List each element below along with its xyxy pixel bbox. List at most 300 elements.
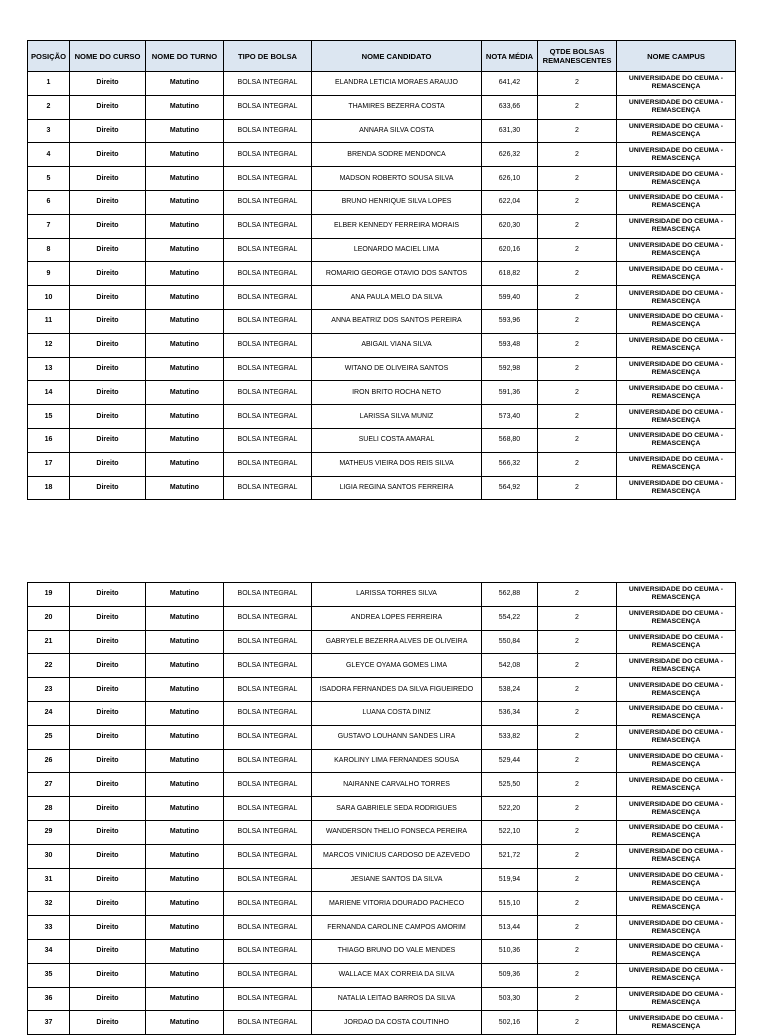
cell-nota: 626,32 bbox=[482, 143, 538, 167]
cell-campus: UNIVERSIDADE DO CEUMA - REMASCENÇA bbox=[617, 725, 736, 749]
cell-tipo-bolsa: BOLSA INTEGRAL bbox=[224, 987, 312, 1011]
cell-campus: UNIVERSIDADE DO CEUMA - REMASCENÇA bbox=[617, 583, 736, 607]
cell-turno: Matutino bbox=[146, 428, 224, 452]
header-tipo-bolsa: TIPO DE BOLSA bbox=[224, 41, 312, 72]
cell-qtde-bolsas: 2 bbox=[538, 916, 617, 940]
cell-candidato: NATALIA LEITAO BARROS DA SILVA bbox=[312, 987, 482, 1011]
cell-posicao: 27 bbox=[28, 773, 70, 797]
cell-tipo-bolsa: BOLSA INTEGRAL bbox=[224, 167, 312, 191]
cell-candidato: WITANO DE OLIVEIRA SANTOS bbox=[312, 357, 482, 381]
cell-turno: Matutino bbox=[146, 654, 224, 678]
cell-curso: Direito bbox=[70, 262, 146, 286]
cell-tipo-bolsa: BOLSA INTEGRAL bbox=[224, 583, 312, 607]
cell-curso: Direito bbox=[70, 583, 146, 607]
cell-campus: UNIVERSIDADE DO CEUMA - REMASCENÇA bbox=[617, 167, 736, 191]
cell-posicao: 21 bbox=[28, 630, 70, 654]
cell-turno: Matutino bbox=[146, 844, 224, 868]
cell-turno: Matutino bbox=[146, 95, 224, 119]
cell-tipo-bolsa: BOLSA INTEGRAL bbox=[224, 963, 312, 987]
table-row bbox=[28, 286, 736, 310]
cell-campus: UNIVERSIDADE DO CEUMA - REMASCENÇA bbox=[617, 428, 736, 452]
header-qtde-bolsas: QTDE BOLSAS REMANESCENTES bbox=[538, 41, 617, 72]
cell-tipo-bolsa: BOLSA INTEGRAL bbox=[224, 381, 312, 405]
table-row bbox=[28, 773, 736, 797]
cell-curso: Direito bbox=[70, 987, 146, 1011]
cell-qtde-bolsas: 2 bbox=[538, 452, 617, 476]
cell-nota: 631,30 bbox=[482, 119, 538, 143]
cell-posicao: 26 bbox=[28, 749, 70, 773]
cell-candidato: GLEYCE OYAMA GOMES LIMA bbox=[312, 654, 482, 678]
cell-posicao: 5 bbox=[28, 167, 70, 191]
cell-tipo-bolsa: BOLSA INTEGRAL bbox=[224, 72, 312, 96]
cell-curso: Direito bbox=[70, 678, 146, 702]
cell-posicao: 37 bbox=[28, 1011, 70, 1035]
cell-nota: 566,32 bbox=[482, 452, 538, 476]
cell-qtde-bolsas: 2 bbox=[538, 773, 617, 797]
cell-candidato: KAROLINY LIMA FERNANDES SOUSA bbox=[312, 749, 482, 773]
cell-candidato: LIGIA REGINA SANTOS FERREIRA bbox=[312, 476, 482, 500]
cell-qtde-bolsas: 2 bbox=[538, 630, 617, 654]
cell-turno: Matutino bbox=[146, 583, 224, 607]
cell-curso: Direito bbox=[70, 357, 146, 381]
cell-nota: 593,48 bbox=[482, 333, 538, 357]
cell-nota: 513,44 bbox=[482, 916, 538, 940]
cell-campus: UNIVERSIDADE DO CEUMA - REMASCENÇA bbox=[617, 844, 736, 868]
cell-campus: UNIVERSIDADE DO CEUMA - REMASCENÇA bbox=[617, 892, 736, 916]
cell-qtde-bolsas: 2 bbox=[538, 357, 617, 381]
cell-campus: UNIVERSIDADE DO CEUMA - REMASCENÇA bbox=[617, 868, 736, 892]
cell-nota: 633,66 bbox=[482, 95, 538, 119]
cell-turno: Matutino bbox=[146, 630, 224, 654]
cell-candidato: FERNANDA CAROLINE CAMPOS AMORIM bbox=[312, 916, 482, 940]
cell-campus: UNIVERSIDADE DO CEUMA - REMASCENÇA bbox=[617, 190, 736, 214]
table-row bbox=[28, 916, 736, 940]
cell-curso: Direito bbox=[70, 72, 146, 96]
table-row bbox=[28, 214, 736, 238]
cell-qtde-bolsas: 2 bbox=[538, 286, 617, 310]
cell-posicao: 30 bbox=[28, 844, 70, 868]
cell-qtde-bolsas: 2 bbox=[538, 214, 617, 238]
cell-curso: Direito bbox=[70, 286, 146, 310]
cell-posicao: 23 bbox=[28, 678, 70, 702]
cell-turno: Matutino bbox=[146, 309, 224, 333]
cell-candidato: LEONARDO MACIEL LIMA bbox=[312, 238, 482, 262]
cell-campus: UNIVERSIDADE DO CEUMA - REMASCENÇA bbox=[617, 630, 736, 654]
cell-posicao: 12 bbox=[28, 333, 70, 357]
cell-nota: 503,30 bbox=[482, 987, 538, 1011]
cell-turno: Matutino bbox=[146, 868, 224, 892]
cell-campus: UNIVERSIDADE DO CEUMA - REMASCENÇA bbox=[617, 987, 736, 1011]
cell-posicao: 32 bbox=[28, 892, 70, 916]
cell-qtde-bolsas: 2 bbox=[538, 583, 617, 607]
cell-campus: UNIVERSIDADE DO CEUMA - REMASCENÇA bbox=[617, 820, 736, 844]
cell-tipo-bolsa: BOLSA INTEGRAL bbox=[224, 892, 312, 916]
cell-curso: Direito bbox=[70, 701, 146, 725]
cell-turno: Matutino bbox=[146, 381, 224, 405]
cell-campus: UNIVERSIDADE DO CEUMA - REMASCENÇA bbox=[617, 143, 736, 167]
cell-campus: UNIVERSIDADE DO CEUMA - REMASCENÇA bbox=[617, 916, 736, 940]
cell-turno: Matutino bbox=[146, 167, 224, 191]
cell-qtde-bolsas: 2 bbox=[538, 381, 617, 405]
cell-campus: UNIVERSIDADE DO CEUMA - REMASCENÇA bbox=[617, 678, 736, 702]
cell-nota: 510,36 bbox=[482, 939, 538, 963]
header-posicao: POSIÇÃO bbox=[28, 41, 70, 72]
cell-nota: 538,24 bbox=[482, 678, 538, 702]
cell-tipo-bolsa: BOLSA INTEGRAL bbox=[224, 452, 312, 476]
cell-campus: UNIVERSIDADE DO CEUMA - REMASCENÇA bbox=[617, 452, 736, 476]
cell-turno: Matutino bbox=[146, 749, 224, 773]
table-row bbox=[28, 606, 736, 630]
cell-campus: UNIVERSIDADE DO CEUMA - REMASCENÇA bbox=[617, 72, 736, 96]
cell-nota: 620,16 bbox=[482, 238, 538, 262]
cell-posicao: 29 bbox=[28, 820, 70, 844]
cell-nota: 626,10 bbox=[482, 167, 538, 191]
cell-candidato: ROMARIO GEORGE OTAVIO DOS SANTOS bbox=[312, 262, 482, 286]
cell-candidato: ELBER KENNEDY FERREIRA MORAIS bbox=[312, 214, 482, 238]
cell-campus: UNIVERSIDADE DO CEUMA - REMASCENÇA bbox=[617, 476, 736, 500]
cell-turno: Matutino bbox=[146, 333, 224, 357]
cell-qtde-bolsas: 2 bbox=[538, 868, 617, 892]
table-row bbox=[28, 868, 736, 892]
table-row bbox=[28, 167, 736, 191]
cell-tipo-bolsa: BOLSA INTEGRAL bbox=[224, 333, 312, 357]
cell-curso: Direito bbox=[70, 773, 146, 797]
cell-turno: Matutino bbox=[146, 797, 224, 821]
cell-curso: Direito bbox=[70, 381, 146, 405]
cell-campus: UNIVERSIDADE DO CEUMA - REMASCENÇA bbox=[617, 333, 736, 357]
cell-tipo-bolsa: BOLSA INTEGRAL bbox=[224, 214, 312, 238]
cell-curso: Direito bbox=[70, 606, 146, 630]
cell-nota: 618,82 bbox=[482, 262, 538, 286]
cell-curso: Direito bbox=[70, 119, 146, 143]
table-row bbox=[28, 701, 736, 725]
cell-curso: Direito bbox=[70, 167, 146, 191]
table-row bbox=[28, 820, 736, 844]
table-row bbox=[28, 583, 736, 607]
cell-turno: Matutino bbox=[146, 357, 224, 381]
cell-tipo-bolsa: BOLSA INTEGRAL bbox=[224, 95, 312, 119]
cell-curso: Direito bbox=[70, 963, 146, 987]
cell-posicao: 1 bbox=[28, 72, 70, 96]
cell-posicao: 17 bbox=[28, 452, 70, 476]
cell-tipo-bolsa: BOLSA INTEGRAL bbox=[224, 190, 312, 214]
cell-qtde-bolsas: 2 bbox=[538, 987, 617, 1011]
cell-candidato: LARISSA SILVA MUNIZ bbox=[312, 405, 482, 429]
cell-posicao: 35 bbox=[28, 963, 70, 987]
cell-qtde-bolsas: 2 bbox=[538, 262, 617, 286]
cell-turno: Matutino bbox=[146, 725, 224, 749]
cell-tipo-bolsa: BOLSA INTEGRAL bbox=[224, 357, 312, 381]
cell-candidato: NAIRANNE CARVALHO TORRES bbox=[312, 773, 482, 797]
cell-tipo-bolsa: BOLSA INTEGRAL bbox=[224, 773, 312, 797]
table-row bbox=[28, 654, 736, 678]
cell-tipo-bolsa: BOLSA INTEGRAL bbox=[224, 749, 312, 773]
cell-posicao: 2 bbox=[28, 95, 70, 119]
cell-qtde-bolsas: 2 bbox=[538, 844, 617, 868]
cell-tipo-bolsa: BOLSA INTEGRAL bbox=[224, 238, 312, 262]
cell-tipo-bolsa: BOLSA INTEGRAL bbox=[224, 630, 312, 654]
cell-tipo-bolsa: BOLSA INTEGRAL bbox=[224, 1011, 312, 1035]
cell-qtde-bolsas: 2 bbox=[538, 143, 617, 167]
cell-curso: Direito bbox=[70, 749, 146, 773]
cell-campus: UNIVERSIDADE DO CEUMA - REMASCENÇA bbox=[617, 939, 736, 963]
cell-tipo-bolsa: BOLSA INTEGRAL bbox=[224, 119, 312, 143]
cell-turno: Matutino bbox=[146, 606, 224, 630]
cell-campus: UNIVERSIDADE DO CEUMA - REMASCENÇA bbox=[617, 606, 736, 630]
cell-curso: Direito bbox=[70, 844, 146, 868]
cell-nota: 620,30 bbox=[482, 214, 538, 238]
cell-posicao: 15 bbox=[28, 405, 70, 429]
cell-turno: Matutino bbox=[146, 820, 224, 844]
cell-turno: Matutino bbox=[146, 238, 224, 262]
cell-candidato: GUSTAVO LOUHANN SANDES LIRA bbox=[312, 725, 482, 749]
cell-candidato: WANDERSON THELIO FONSECA PEREIRA bbox=[312, 820, 482, 844]
header-candidato: NOME CANDIDATO bbox=[312, 41, 482, 72]
cell-nota: 533,82 bbox=[482, 725, 538, 749]
cell-tipo-bolsa: BOLSA INTEGRAL bbox=[224, 286, 312, 310]
cell-posicao: 7 bbox=[28, 214, 70, 238]
cell-candidato: IRON BRITO ROCHA NETO bbox=[312, 381, 482, 405]
results-table-page-1 bbox=[27, 40, 736, 500]
cell-qtde-bolsas: 2 bbox=[538, 606, 617, 630]
cell-qtde-bolsas: 2 bbox=[538, 309, 617, 333]
table-body bbox=[28, 72, 736, 500]
cell-tipo-bolsa: BOLSA INTEGRAL bbox=[224, 725, 312, 749]
cell-curso: Direito bbox=[70, 939, 146, 963]
cell-turno: Matutino bbox=[146, 405, 224, 429]
cell-qtde-bolsas: 2 bbox=[538, 963, 617, 987]
cell-candidato: JORDAO DA COSTA COUTINHO bbox=[312, 1011, 482, 1035]
cell-turno: Matutino bbox=[146, 452, 224, 476]
cell-turno: Matutino bbox=[146, 286, 224, 310]
cell-qtde-bolsas: 2 bbox=[538, 119, 617, 143]
table-row bbox=[28, 844, 736, 868]
header-nota: NOTA MÉDIA bbox=[482, 41, 538, 72]
table-row bbox=[28, 405, 736, 429]
cell-tipo-bolsa: BOLSA INTEGRAL bbox=[224, 428, 312, 452]
cell-curso: Direito bbox=[70, 405, 146, 429]
cell-posicao: 14 bbox=[28, 381, 70, 405]
cell-candidato: MADSON ROBERTO SOUSA SILVA bbox=[312, 167, 482, 191]
cell-curso: Direito bbox=[70, 95, 146, 119]
cell-nota: 564,92 bbox=[482, 476, 538, 500]
table-row bbox=[28, 143, 736, 167]
cell-turno: Matutino bbox=[146, 987, 224, 1011]
cell-posicao: 31 bbox=[28, 868, 70, 892]
cell-campus: UNIVERSIDADE DO CEUMA - REMASCENÇA bbox=[617, 214, 736, 238]
cell-campus: UNIVERSIDADE DO CEUMA - REMASCENÇA bbox=[617, 95, 736, 119]
table-row bbox=[28, 630, 736, 654]
cell-campus: UNIVERSIDADE DO CEUMA - REMASCENÇA bbox=[617, 773, 736, 797]
cell-candidato: ABIGAIL VIANA SILVA bbox=[312, 333, 482, 357]
cell-turno: Matutino bbox=[146, 190, 224, 214]
cell-turno: Matutino bbox=[146, 892, 224, 916]
cell-campus: UNIVERSIDADE DO CEUMA - REMASCENÇA bbox=[617, 405, 736, 429]
header-turno: NOME DO TURNO bbox=[146, 41, 224, 72]
cell-qtde-bolsas: 2 bbox=[538, 72, 617, 96]
cell-campus: UNIVERSIDADE DO CEUMA - REMASCENÇA bbox=[617, 262, 736, 286]
table-row bbox=[28, 72, 736, 96]
cell-turno: Matutino bbox=[146, 963, 224, 987]
cell-campus: UNIVERSIDADE DO CEUMA - REMASCENÇA bbox=[617, 119, 736, 143]
cell-candidato: WALLACE MAX CORREIA DA SILVA bbox=[312, 963, 482, 987]
cell-posicao: 28 bbox=[28, 797, 70, 821]
cell-posicao: 11 bbox=[28, 309, 70, 333]
results-table-page-2 bbox=[27, 582, 736, 1035]
table-row bbox=[28, 119, 736, 143]
table-row bbox=[28, 95, 736, 119]
cell-nota: 622,04 bbox=[482, 190, 538, 214]
cell-nota: 599,40 bbox=[482, 286, 538, 310]
table-row bbox=[28, 725, 736, 749]
cell-qtde-bolsas: 2 bbox=[538, 428, 617, 452]
cell-candidato: THAMIRES BEZERRA COSTA bbox=[312, 95, 482, 119]
cell-candidato: SARA GABRIELE SEDA RODRIGUES bbox=[312, 797, 482, 821]
cell-campus: UNIVERSIDADE DO CEUMA - REMASCENÇA bbox=[617, 963, 736, 987]
cell-nota: 529,44 bbox=[482, 749, 538, 773]
cell-curso: Direito bbox=[70, 892, 146, 916]
cell-qtde-bolsas: 2 bbox=[538, 678, 617, 702]
table-body bbox=[28, 583, 736, 1035]
cell-posicao: 36 bbox=[28, 987, 70, 1011]
cell-turno: Matutino bbox=[146, 262, 224, 286]
cell-campus: UNIVERSIDADE DO CEUMA - REMASCENÇA bbox=[617, 1011, 736, 1035]
cell-qtde-bolsas: 2 bbox=[538, 1011, 617, 1035]
cell-nota: 519,94 bbox=[482, 868, 538, 892]
cell-candidato: THIAGO BRUNO DO VALE MENDES bbox=[312, 939, 482, 963]
cell-qtde-bolsas: 2 bbox=[538, 476, 617, 500]
cell-candidato: BRENDA SODRE MENDONCA bbox=[312, 143, 482, 167]
cell-curso: Direito bbox=[70, 476, 146, 500]
cell-tipo-bolsa: BOLSA INTEGRAL bbox=[224, 844, 312, 868]
cell-qtde-bolsas: 2 bbox=[538, 167, 617, 191]
cell-curso: Direito bbox=[70, 654, 146, 678]
cell-posicao: 10 bbox=[28, 286, 70, 310]
cell-curso: Direito bbox=[70, 309, 146, 333]
cell-candidato: LARISSA TORRES SILVA bbox=[312, 583, 482, 607]
cell-tipo-bolsa: BOLSA INTEGRAL bbox=[224, 654, 312, 678]
cell-qtde-bolsas: 2 bbox=[538, 797, 617, 821]
table-row bbox=[28, 357, 736, 381]
cell-posicao: 8 bbox=[28, 238, 70, 262]
cell-campus: UNIVERSIDADE DO CEUMA - REMASCENÇA bbox=[617, 309, 736, 333]
table-row bbox=[28, 309, 736, 333]
cell-qtde-bolsas: 2 bbox=[538, 190, 617, 214]
cell-qtde-bolsas: 2 bbox=[538, 654, 617, 678]
cell-curso: Direito bbox=[70, 1011, 146, 1035]
cell-tipo-bolsa: BOLSA INTEGRAL bbox=[224, 797, 312, 821]
cell-turno: Matutino bbox=[146, 72, 224, 96]
table-row bbox=[28, 262, 736, 286]
header-campus: NOME CAMPUS bbox=[617, 41, 736, 72]
cell-qtde-bolsas: 2 bbox=[538, 405, 617, 429]
cell-nota: 592,98 bbox=[482, 357, 538, 381]
cell-turno: Matutino bbox=[146, 678, 224, 702]
cell-nota: 568,80 bbox=[482, 428, 538, 452]
cell-candidato: JESIANE SANTOS DA SILVA bbox=[312, 868, 482, 892]
cell-turno: Matutino bbox=[146, 214, 224, 238]
cell-turno: Matutino bbox=[146, 773, 224, 797]
cell-candidato: MARIENE VITORIA DOURADO PACHECO bbox=[312, 892, 482, 916]
cell-candidato: MATHEUS VIEIRA DOS REIS SILVA bbox=[312, 452, 482, 476]
table-row bbox=[28, 939, 736, 963]
cell-candidato: ANA PAULA MELO DA SILVA bbox=[312, 286, 482, 310]
cell-nota: 522,10 bbox=[482, 820, 538, 844]
table-row bbox=[28, 381, 736, 405]
cell-nota: 641,42 bbox=[482, 72, 538, 96]
cell-nota: 521,72 bbox=[482, 844, 538, 868]
cell-posicao: 22 bbox=[28, 654, 70, 678]
table-row bbox=[28, 749, 736, 773]
cell-tipo-bolsa: BOLSA INTEGRAL bbox=[224, 820, 312, 844]
cell-tipo-bolsa: BOLSA INTEGRAL bbox=[224, 476, 312, 500]
cell-qtde-bolsas: 2 bbox=[538, 820, 617, 844]
cell-tipo-bolsa: BOLSA INTEGRAL bbox=[224, 143, 312, 167]
cell-nota: 515,10 bbox=[482, 892, 538, 916]
cell-turno: Matutino bbox=[146, 939, 224, 963]
cell-candidato: MARCOS VINICIUS CARDOSO DE AZEVEDO bbox=[312, 844, 482, 868]
cell-posicao: 24 bbox=[28, 701, 70, 725]
cell-turno: Matutino bbox=[146, 143, 224, 167]
cell-curso: Direito bbox=[70, 820, 146, 844]
table-row bbox=[28, 476, 736, 500]
cell-nota: 573,40 bbox=[482, 405, 538, 429]
table-row bbox=[28, 963, 736, 987]
cell-candidato: ELANDRA LETICIA MORAES ARAUJO bbox=[312, 72, 482, 96]
cell-nota: 554,22 bbox=[482, 606, 538, 630]
cell-nota: 591,36 bbox=[482, 381, 538, 405]
cell-campus: UNIVERSIDADE DO CEUMA - REMASCENÇA bbox=[617, 797, 736, 821]
table-row bbox=[28, 428, 736, 452]
cell-posicao: 6 bbox=[28, 190, 70, 214]
cell-curso: Direito bbox=[70, 333, 146, 357]
cell-nota: 550,84 bbox=[482, 630, 538, 654]
cell-curso: Direito bbox=[70, 143, 146, 167]
cell-tipo-bolsa: BOLSA INTEGRAL bbox=[224, 606, 312, 630]
cell-candidato: ANNARA SILVA COSTA bbox=[312, 119, 482, 143]
cell-turno: Matutino bbox=[146, 476, 224, 500]
cell-candidato: ANNA BEATRIZ DOS SANTOS PEREIRA bbox=[312, 309, 482, 333]
cell-campus: UNIVERSIDADE DO CEUMA - REMASCENÇA bbox=[617, 286, 736, 310]
cell-candidato: ANDREA LOPES FERREIRA bbox=[312, 606, 482, 630]
cell-posicao: 9 bbox=[28, 262, 70, 286]
cell-tipo-bolsa: BOLSA INTEGRAL bbox=[224, 701, 312, 725]
cell-curso: Direito bbox=[70, 868, 146, 892]
cell-campus: UNIVERSIDADE DO CEUMA - REMASCENÇA bbox=[617, 357, 736, 381]
cell-nota: 536,34 bbox=[482, 701, 538, 725]
cell-tipo-bolsa: BOLSA INTEGRAL bbox=[224, 405, 312, 429]
header-curso: NOME DO CURSO bbox=[70, 41, 146, 72]
cell-curso: Direito bbox=[70, 725, 146, 749]
cell-nota: 522,20 bbox=[482, 797, 538, 821]
cell-qtde-bolsas: 2 bbox=[538, 95, 617, 119]
cell-posicao: 4 bbox=[28, 143, 70, 167]
cell-candidato: ISADORA FERNANDES DA SILVA FIGUEIREDO bbox=[312, 678, 482, 702]
cell-turno: Matutino bbox=[146, 119, 224, 143]
cell-posicao: 34 bbox=[28, 939, 70, 963]
cell-nota: 502,16 bbox=[482, 1011, 538, 1035]
cell-curso: Direito bbox=[70, 630, 146, 654]
cell-campus: UNIVERSIDADE DO CEUMA - REMASCENÇA bbox=[617, 238, 736, 262]
cell-posicao: 33 bbox=[28, 916, 70, 940]
cell-tipo-bolsa: BOLSA INTEGRAL bbox=[224, 916, 312, 940]
cell-qtde-bolsas: 2 bbox=[538, 725, 617, 749]
cell-turno: Matutino bbox=[146, 701, 224, 725]
cell-curso: Direito bbox=[70, 238, 146, 262]
cell-nota: 542,08 bbox=[482, 654, 538, 678]
table-row bbox=[28, 892, 736, 916]
table-row bbox=[28, 987, 736, 1011]
